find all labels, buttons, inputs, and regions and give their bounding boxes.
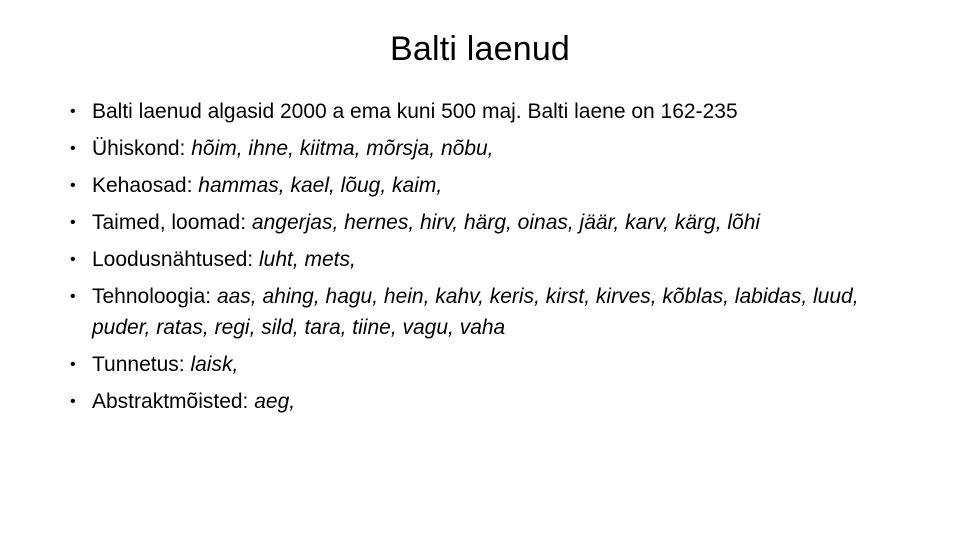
slide-title: Balti laenud — [389, 30, 571, 68]
bullet-category: Kehaosad: — [92, 174, 199, 197]
bullet-item-abstract — [70, 386, 940, 417]
bullet-words: hammas, kael, lõug, kaim, — [198, 174, 443, 197]
bullet-category: Tunnetus: — [92, 353, 191, 376]
bullet-text: Balti laenud algasid 2000 a ema kuni 500 maj. Balti laene on 162-235 — [92, 100, 738, 123]
bullet-item-intro — [70, 96, 940, 127]
bullet-item-plants-animals — [70, 207, 940, 238]
bullet-category: Tehnoloogia: — [92, 285, 217, 308]
bullet-icon: • — [70, 393, 76, 410]
bullet-icon: • — [70, 214, 76, 231]
bullet-icon: • — [70, 251, 76, 268]
bullet-item-technology — [70, 281, 872, 343]
bullet-category: Abstraktmõisted: — [92, 390, 255, 413]
bullet-words: hõim, ihne, kiitma, mõrsja, nõbu, — [191, 137, 494, 160]
bullet-words: aeg, — [254, 390, 296, 413]
bullet-icon: • — [70, 177, 76, 194]
bullet-list — [70, 96, 940, 423]
bullet-icon: • — [70, 288, 76, 305]
bullet-icon: • — [70, 140, 76, 157]
bullet-item-cognition — [70, 349, 940, 380]
bullet-category: Loodusnähtused: — [92, 248, 259, 271]
bullet-item-body-parts — [70, 170, 940, 201]
bullet-item-nature — [70, 244, 940, 275]
bullet-item-society — [70, 133, 940, 164]
bullet-words: luht, mets, — [258, 248, 356, 271]
bullet-category: Taimed, loomad: — [92, 211, 252, 234]
bullet-icon: • — [70, 356, 76, 373]
bullet-words: aas, ahing, hagu, hein, kahv, keris, kirst, kirves, kõblas, labidas, luud, puder, ratas, regi, sild, tara, tiine, vagu, vaha — [92, 285, 859, 339]
bullet-words: angerjas, hernes, hirv, härg, oinas, jäär, karv, kärg, lõhi — [251, 211, 761, 234]
bullet-category: Ühiskond: — [92, 137, 192, 160]
bullet-words: laisk, — [190, 353, 239, 376]
bullet-icon: • — [70, 103, 76, 120]
